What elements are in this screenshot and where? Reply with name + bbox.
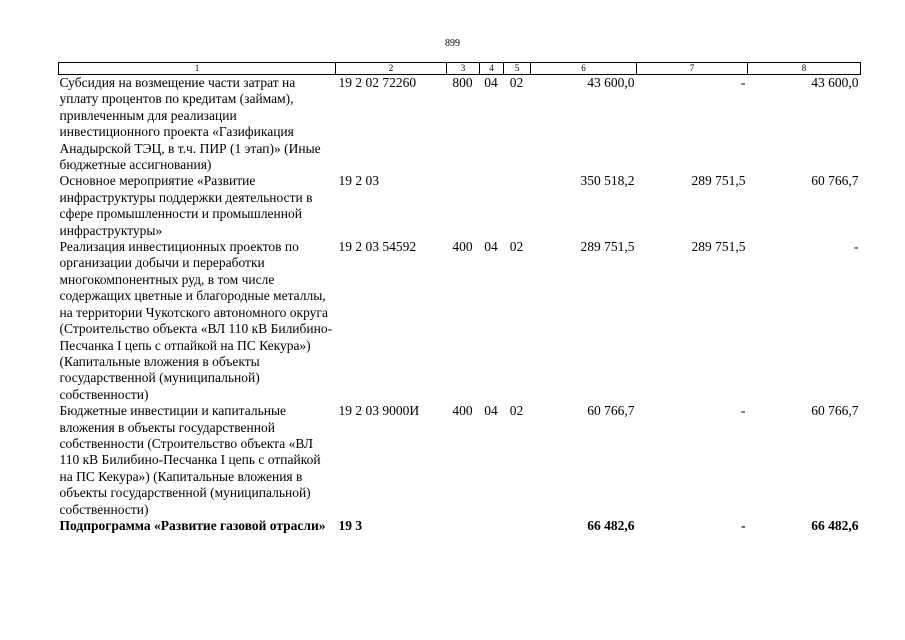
row-total: 43 600,0	[587, 75, 635, 90]
row-code: 19 2 03 54592	[338, 239, 417, 255]
row-pr: 02	[509, 75, 524, 90]
table-row	[59, 173, 861, 239]
row-total: 289 751,5	[580, 239, 635, 255]
row-code: 19 3	[338, 517, 363, 533]
column-header: 2	[336, 63, 447, 75]
row-pr: 02	[509, 403, 524, 419]
row-col8: 60 766,7	[811, 173, 859, 189]
column-header: 5	[504, 63, 531, 75]
row-total: 66 482,6	[587, 517, 635, 533]
column-header: 6	[531, 63, 637, 75]
column-number-header-row	[59, 63, 861, 75]
budget-table	[58, 62, 861, 534]
row-rz: 04	[484, 403, 498, 419]
row-code: 19 2 03 9000И	[338, 403, 420, 419]
row-name: Основное мероприятие «Развитие инфраструктуры поддержки деятельности в сфере промышленности и промышленной инфраструктуры»	[59, 173, 313, 238]
row-col7: -	[741, 517, 746, 533]
row-col7: 289 751,5	[691, 239, 746, 255]
row-rz: 04	[484, 75, 498, 90]
column-header: 7	[637, 63, 748, 75]
row-col8: -	[854, 239, 859, 255]
row-col7: -	[741, 75, 746, 90]
row-total: 60 766,7	[587, 403, 635, 419]
table-row-subprogram	[59, 518, 861, 534]
row-col8: 66 482,6	[811, 517, 859, 533]
row-col7: 289 751,5	[691, 173, 746, 189]
row-code: 19 2 02 72260	[338, 75, 417, 90]
column-header: 1	[59, 63, 336, 75]
table-row	[59, 239, 861, 403]
page-number: 899	[445, 38, 460, 49]
column-header: 4	[480, 63, 504, 75]
row-vr	[447, 173, 480, 239]
table-row	[59, 403, 861, 518]
row-rz	[480, 173, 504, 239]
table-row	[59, 75, 861, 174]
row-pr	[504, 173, 531, 239]
row-col8: 43 600,0	[811, 75, 859, 90]
row-col7: -	[741, 403, 746, 419]
row-code: 19 2 03	[338, 173, 379, 189]
row-name: Подпрограмма «Развитие газовой отрасли»	[59, 517, 326, 533]
row-rz	[480, 518, 504, 534]
row-name: Субсидия на возмещение части затрат на уплату процентов по кредитам (займам), привлеченным для реализации инвестиционного проекта «Газификация Анадырской ТЭЦ, в т.ч. ПИР (1 этап)» (Иные бюджетные ассигнования)	[59, 75, 321, 173]
row-vr	[447, 518, 480, 534]
column-header: 3	[447, 63, 480, 75]
row-pr: 02	[509, 239, 524, 255]
row-vr: 400	[452, 403, 473, 419]
row-rz: 04	[484, 239, 498, 255]
row-total: 350 518,2	[580, 173, 635, 189]
row-vr: 400	[452, 239, 473, 255]
row-name: Реализация инвестиционных проектов по организации добычи и переработки многокомпонентных руд, в том числе содержащих цветные и благородные металлы, на территории Чукотского автономного округа (Строительство объекта «ВЛ 110 кВ Билибино-Песчанка I цепь с отпайкой на ПС Кекура») (Капитальные вложения в объекты государственной (муниципальной) собственности)	[59, 239, 333, 402]
column-header: 8	[748, 63, 861, 75]
row-vr: 800	[452, 75, 473, 90]
row-col8: 60 766,7	[811, 403, 859, 419]
row-pr	[504, 518, 531, 534]
row-name: Бюджетные инвестиции и капитальные вложения в объекты государственной собственности (Строительство объекта «ВЛ 110 кВ Билибино-Песчанка I цепь с отпайкой на ПС Кекура») (Капитальные вложения в объекты государственной (муниципальной) собственности)	[59, 403, 321, 517]
